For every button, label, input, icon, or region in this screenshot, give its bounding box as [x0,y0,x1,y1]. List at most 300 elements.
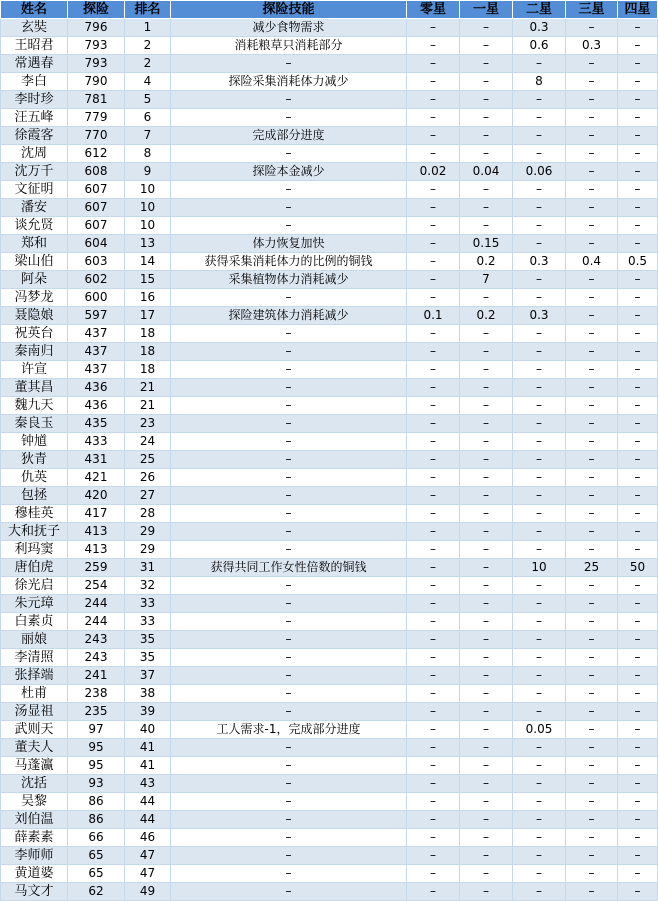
cell-rank: 18 [125,361,171,379]
cell-star-3: – [566,127,618,145]
cell-star-2: – [513,217,566,235]
cell-star-0: – [407,685,460,703]
cell-rank: 29 [125,541,171,559]
cell-star-3: – [566,523,618,541]
cell-star-4: – [618,721,658,739]
cell-rank: 44 [125,793,171,811]
table-row [1,451,658,469]
cell-skill: – [171,865,407,883]
cell-star-3: – [566,55,618,73]
table-row [1,271,658,289]
cell-skill: – [171,487,407,505]
cell-star-0: – [407,271,460,289]
cell-explore: 241 [68,667,125,685]
cell-star-3: – [566,541,618,559]
cell-star-1: – [460,433,513,451]
cell-star-0: – [407,415,460,433]
table-row [1,541,658,559]
cell-star-0: – [407,361,460,379]
cell-explore: 244 [68,595,125,613]
cell-rank: 2 [125,37,171,55]
cell-star-3: – [566,415,618,433]
cell-skill: – [171,361,407,379]
cell-rank: 10 [125,217,171,235]
cell-skill: 体力恢复加快 [171,235,407,253]
cell-star-1: – [460,847,513,865]
cell-star-1: – [460,793,513,811]
table-row [1,775,658,793]
cell-star-4: – [618,433,658,451]
cell-star-2: – [513,469,566,487]
cell-rank: 21 [125,397,171,415]
cell-skill: 探险采集消耗体力减少 [171,73,407,91]
cell-star-1: 0.2 [460,253,513,271]
cell-name: 潘安 [1,199,68,217]
cell-star-2: – [513,505,566,523]
cell-star-2: – [513,883,566,901]
cell-star-1: – [460,487,513,505]
cell-skill: – [171,649,407,667]
cell-name: 白素贞 [1,613,68,631]
cell-name: 李师师 [1,847,68,865]
cell-name: 李清照 [1,649,68,667]
header-star-3: 三星 [566,1,618,19]
cell-star-1: – [460,523,513,541]
cell-star-0: – [407,613,460,631]
header-name: 姓名 [1,1,68,19]
cell-star-2: – [513,775,566,793]
cell-star-1: – [460,379,513,397]
table-row [1,415,658,433]
cell-explore: 779 [68,109,125,127]
cell-name: 常遇春 [1,55,68,73]
cell-explore: 413 [68,523,125,541]
cell-name: 杜甫 [1,685,68,703]
cell-explore: 796 [68,19,125,37]
table-row [1,325,658,343]
cell-star-4: – [618,577,658,595]
table-row [1,163,658,181]
cell-star-2: – [513,397,566,415]
table-row [1,55,658,73]
cell-star-1: 0.2 [460,307,513,325]
header-rank: 排名 [125,1,171,19]
cell-skill: – [171,451,407,469]
cell-star-0: – [407,739,460,757]
cell-rank: 44 [125,811,171,829]
cell-star-4: 0.5 [618,253,658,271]
cell-star-0: – [407,73,460,91]
cell-star-4: – [618,145,658,163]
cell-star-3: – [566,829,618,847]
cell-star-1: – [460,55,513,73]
table-row [1,523,658,541]
cell-explore: 243 [68,649,125,667]
cell-star-0: – [407,145,460,163]
cell-star-2: 0.3 [513,307,566,325]
cell-skill: – [171,415,407,433]
cell-star-4: – [618,811,658,829]
cell-name: 丽娘 [1,631,68,649]
table-row [1,793,658,811]
cell-star-2: – [513,127,566,145]
cell-star-2: – [513,649,566,667]
cell-star-4: – [618,451,658,469]
cell-skill: 探险本金减少 [171,163,407,181]
cell-star-4: – [618,19,658,37]
cell-star-3: – [566,181,618,199]
cell-star-3: – [566,811,618,829]
cell-explore: 420 [68,487,125,505]
cell-star-3: – [566,577,618,595]
cell-star-2: – [513,343,566,361]
cell-explore: 604 [68,235,125,253]
cell-explore: 607 [68,181,125,199]
cell-rank: 15 [125,271,171,289]
cell-star-4: – [618,325,658,343]
cell-skill: – [171,847,407,865]
table-row [1,217,658,235]
table-row [1,577,658,595]
cell-skill: – [171,289,407,307]
cell-star-2: – [513,109,566,127]
table-row [1,757,658,775]
cell-star-3: – [566,361,618,379]
cell-star-0: – [407,811,460,829]
cell-skill: – [171,343,407,361]
cell-explore: 65 [68,847,125,865]
cell-skill: 减少食物需求 [171,19,407,37]
table-row [1,631,658,649]
cell-star-3: – [566,505,618,523]
cell-name: 玄奘 [1,19,68,37]
cell-star-2: – [513,541,566,559]
cell-star-2: – [513,613,566,631]
cell-star-4: – [618,865,658,883]
cell-star-1: – [460,181,513,199]
cell-star-1: – [460,883,513,901]
cell-rank: 47 [125,847,171,865]
cell-star-0: – [407,721,460,739]
cell-explore: 86 [68,793,125,811]
cell-star-1: – [460,811,513,829]
cell-star-3: 0.4 [566,253,618,271]
cell-star-1: – [460,631,513,649]
cell-rank: 6 [125,109,171,127]
table-row [1,199,658,217]
cell-star-1: – [460,109,513,127]
cell-star-0: – [407,289,460,307]
cell-skill: – [171,541,407,559]
table-row [1,613,658,631]
cell-explore: 238 [68,685,125,703]
cell-star-0: – [407,595,460,613]
cell-name: 秦良玉 [1,415,68,433]
cell-name: 郑和 [1,235,68,253]
header-explore: 探险 [68,1,125,19]
cell-star-4: – [618,883,658,901]
cell-explore: 612 [68,145,125,163]
cell-explore: 602 [68,271,125,289]
cell-star-0: – [407,325,460,343]
cell-explore: 781 [68,91,125,109]
cell-explore: 607 [68,199,125,217]
cell-explore: 437 [68,343,125,361]
cell-rank: 9 [125,163,171,181]
cell-skill: – [171,397,407,415]
cell-explore: 436 [68,397,125,415]
cell-name: 唐伯虎 [1,559,68,577]
cell-name: 狄青 [1,451,68,469]
cell-rank: 16 [125,289,171,307]
cell-name: 徐光启 [1,577,68,595]
table-row [1,91,658,109]
cell-explore: 235 [68,703,125,721]
cell-star-0: 0.02 [407,163,460,181]
cell-star-1: – [460,289,513,307]
cell-star-4: – [618,523,658,541]
cell-name: 穆桂英 [1,505,68,523]
cell-star-0: – [407,505,460,523]
cell-explore: 607 [68,217,125,235]
cell-star-4: – [618,181,658,199]
cell-name: 仇英 [1,469,68,487]
cell-star-4: – [618,73,658,91]
cell-star-2: – [513,667,566,685]
header-star-2: 二星 [513,1,566,19]
cell-star-1: – [460,199,513,217]
cell-star-1: – [460,667,513,685]
cell-rank: 13 [125,235,171,253]
cell-star-3: – [566,793,618,811]
cell-name: 李时珍 [1,91,68,109]
cell-name: 马蓬瀛 [1,757,68,775]
cell-star-1: – [460,415,513,433]
cell-star-2: 0.6 [513,37,566,55]
table-row [1,559,658,577]
cell-skill: – [171,883,407,901]
table-row [1,343,658,361]
cell-star-3: – [566,739,618,757]
cell-star-3: – [566,235,618,253]
cell-star-3: – [566,469,618,487]
table-row [1,37,658,55]
cell-skill: – [171,631,407,649]
cell-skill: – [171,811,407,829]
cell-star-3: – [566,883,618,901]
cell-star-0: – [407,451,460,469]
cell-star-3: – [566,163,618,181]
cell-star-1: – [460,343,513,361]
table-row [1,109,658,127]
cell-star-1: 0.15 [460,235,513,253]
cell-explore: 244 [68,613,125,631]
cell-star-3: – [566,379,618,397]
cell-star-4: – [618,703,658,721]
cell-explore: 93 [68,775,125,793]
cell-star-0: – [407,235,460,253]
cell-rank: 32 [125,577,171,595]
cell-rank: 14 [125,253,171,271]
cell-star-2: – [513,703,566,721]
cell-skill: – [171,703,407,721]
cell-star-0: – [407,847,460,865]
header-star-1: 一星 [460,1,513,19]
cell-star-3: – [566,199,618,217]
cell-star-3: – [566,667,618,685]
cell-skill: 获得采集消耗体力的比例的铜钱 [171,253,407,271]
cell-star-3: – [566,397,618,415]
cell-skill: – [171,109,407,127]
cell-name: 马文才 [1,883,68,901]
cell-star-3: – [566,487,618,505]
cell-star-1: – [460,469,513,487]
cell-skill: – [171,577,407,595]
cell-star-3: – [566,775,618,793]
cell-star-2: – [513,847,566,865]
cell-star-0: – [407,127,460,145]
cell-star-2: – [513,451,566,469]
table-row [1,865,658,883]
cell-skill: – [171,739,407,757]
table-body [1,19,658,901]
cell-name: 利玛窦 [1,541,68,559]
cell-star-4: – [618,379,658,397]
cell-star-4: – [618,631,658,649]
cell-star-2: – [513,91,566,109]
cell-skill: – [171,613,407,631]
cell-name: 秦南归 [1,343,68,361]
cell-star-3: – [566,433,618,451]
cell-name: 武则天 [1,721,68,739]
cell-explore: 435 [68,415,125,433]
cell-explore: 65 [68,865,125,883]
cell-star-3: – [566,73,618,91]
cell-star-0: – [407,397,460,415]
cell-star-3: – [566,613,618,631]
table-row [1,487,658,505]
cell-star-2: 0.05 [513,721,566,739]
cell-star-0: – [407,469,460,487]
cell-name: 汤显祖 [1,703,68,721]
cell-star-4: – [618,541,658,559]
cell-star-1: – [460,685,513,703]
cell-star-2: – [513,523,566,541]
cell-star-4: – [618,109,658,127]
cell-skill: – [171,181,407,199]
cell-rank: 46 [125,829,171,847]
cell-rank: 31 [125,559,171,577]
cell-star-3: – [566,649,618,667]
cell-skill: – [171,793,407,811]
table-row [1,721,658,739]
cell-explore: 254 [68,577,125,595]
cell-skill: 完成部分进度 [171,127,407,145]
cell-rank: 17 [125,307,171,325]
cell-star-1: – [460,595,513,613]
cell-rank: 5 [125,91,171,109]
cell-explore: 433 [68,433,125,451]
cell-star-1: – [460,451,513,469]
cell-star-4: – [618,613,658,631]
cell-rank: 37 [125,667,171,685]
cell-star-1: – [460,739,513,757]
cell-star-0: – [407,379,460,397]
cell-name: 祝英台 [1,325,68,343]
cell-star-1: – [460,145,513,163]
cell-star-1: – [460,829,513,847]
cell-name: 董夫人 [1,739,68,757]
cell-star-1: – [460,91,513,109]
cell-skill: – [171,469,407,487]
cell-star-3: – [566,325,618,343]
cell-skill: – [171,775,407,793]
cell-name: 大和抚子 [1,523,68,541]
cell-explore: 417 [68,505,125,523]
cell-rank: 47 [125,865,171,883]
cell-star-3: – [566,289,618,307]
cell-rank: 21 [125,379,171,397]
cell-star-3: – [566,847,618,865]
cell-explore: 97 [68,721,125,739]
cell-star-4: – [618,199,658,217]
cell-name: 阿朵 [1,271,68,289]
cell-star-0: – [407,865,460,883]
cell-explore: 62 [68,883,125,901]
cell-skill: 获得共同工作女性倍数的铜钱 [171,559,407,577]
cell-star-0: – [407,181,460,199]
cell-star-4: – [618,469,658,487]
cell-rank: 18 [125,343,171,361]
cell-star-1: – [460,703,513,721]
cell-star-0: – [407,541,460,559]
cell-star-2: – [513,145,566,163]
cell-rank: 26 [125,469,171,487]
cell-star-4: – [618,415,658,433]
cell-star-3: – [566,91,618,109]
table-row [1,127,658,145]
cell-star-2: – [513,289,566,307]
cell-star-2: – [513,577,566,595]
cell-star-0: 0.1 [407,307,460,325]
cell-star-3: 25 [566,559,618,577]
cell-explore: 603 [68,253,125,271]
cell-star-2: – [513,865,566,883]
table-row [1,847,658,865]
cell-star-1: 0.04 [460,163,513,181]
cell-name: 聂隐娘 [1,307,68,325]
cell-star-3: – [566,109,618,127]
cell-star-0: – [407,19,460,37]
cell-explore: 66 [68,829,125,847]
cell-name: 钟馗 [1,433,68,451]
table-row [1,181,658,199]
cell-skill: – [171,505,407,523]
cell-rank: 10 [125,181,171,199]
cell-name: 冯梦龙 [1,289,68,307]
cell-rank: 38 [125,685,171,703]
cell-star-0: – [407,199,460,217]
cell-star-3: – [566,721,618,739]
cell-star-2: – [513,415,566,433]
table-row [1,235,658,253]
cell-star-2: – [513,379,566,397]
cell-name: 薛素素 [1,829,68,847]
cell-skill: – [171,829,407,847]
cell-star-4: – [618,235,658,253]
cell-star-0: – [407,667,460,685]
cell-star-0: – [407,253,460,271]
